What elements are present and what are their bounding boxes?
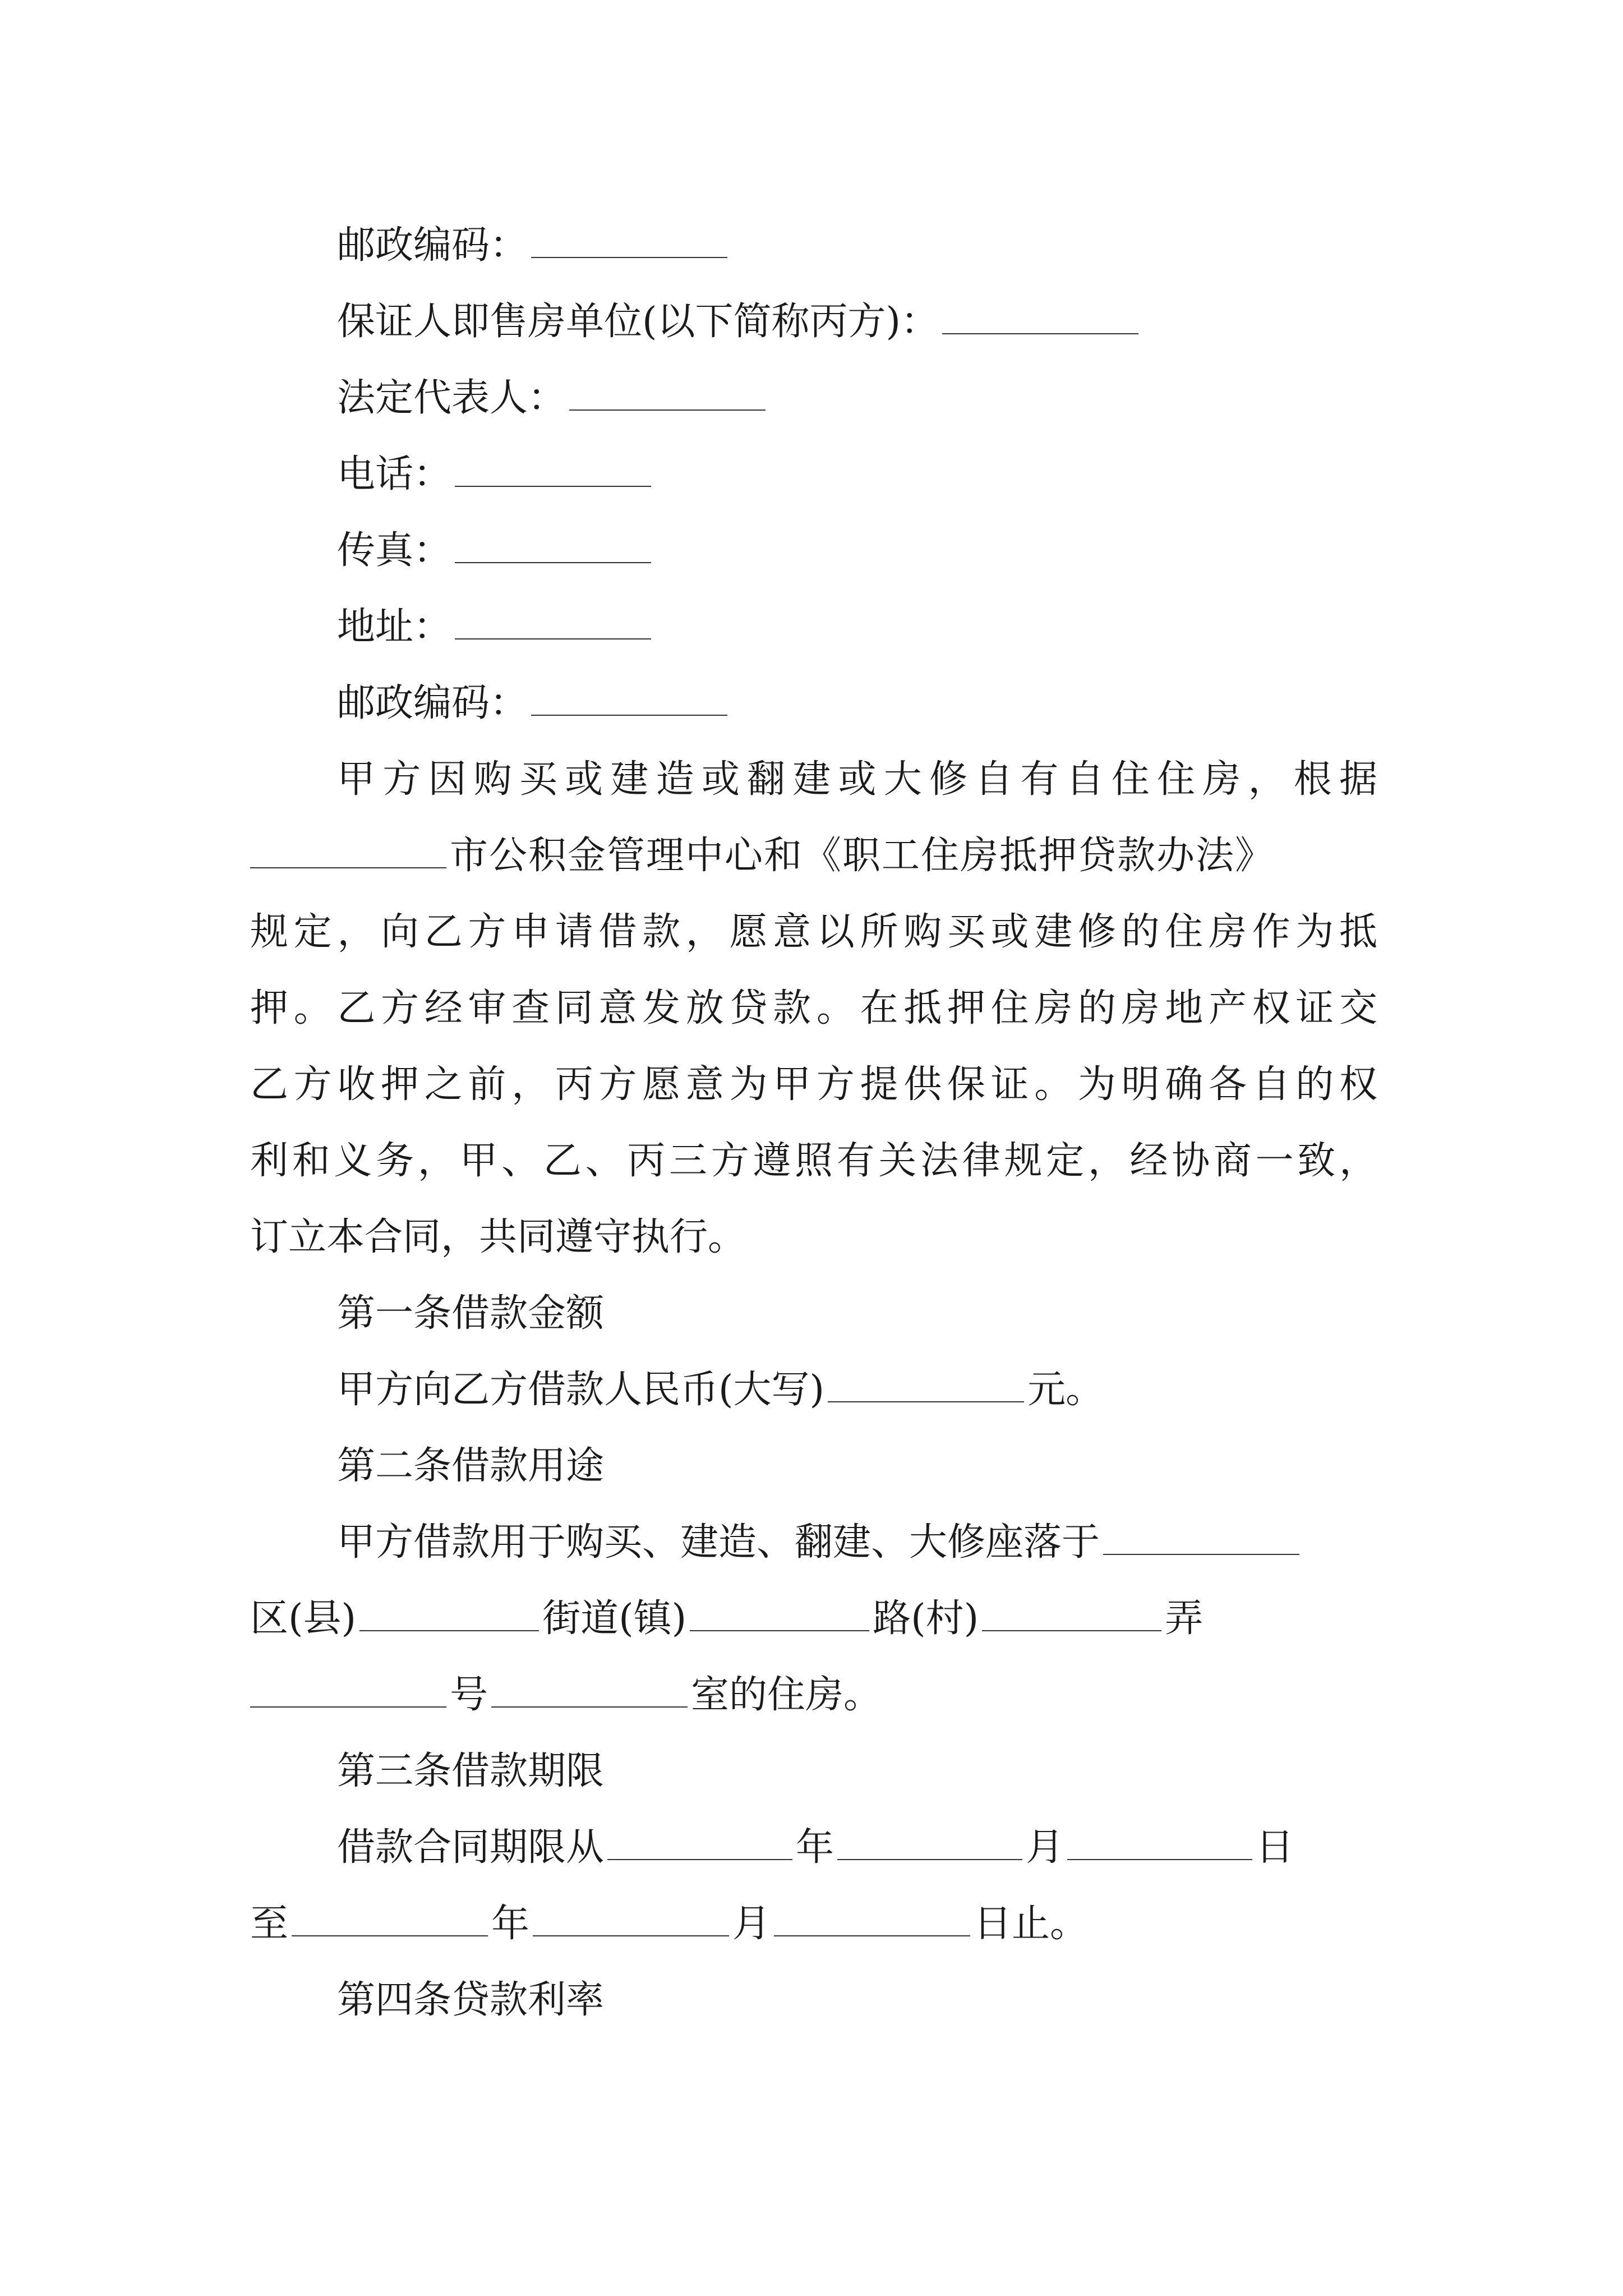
fax-blank[interactable]: [455, 528, 651, 563]
end-year-blank[interactable]: [292, 1902, 488, 1936]
article-1-title-text: 第一条借款金额: [337, 1291, 605, 1336]
intro-line-5: [250, 1047, 1377, 1123]
intro-text-3: 规定，向乙方申请借款，愿意以所购买或建修的住房作为抵: [250, 910, 1377, 954]
intro-line-7: [250, 1199, 1377, 1276]
intro-text-4: 押。乙方经审查同意发放贷款。在抵押住房的房地产权证交: [250, 986, 1377, 1030]
article-1-title: [250, 1276, 1377, 1352]
postcode-line-1: [250, 208, 1377, 284]
article-4-title: [250, 1962, 1377, 2039]
intro-line-4: [250, 970, 1377, 1047]
article-2-street: 街道(镇): [542, 1596, 687, 1641]
intro-line-3: [250, 894, 1377, 970]
article-3-from: 借款合同期限从: [337, 1825, 605, 1870]
guarantor-label: 保证人即售房单位(以下简称丙方)：: [337, 300, 939, 344]
guarantor-line: [250, 284, 1377, 360]
article-2-district: 区(县): [250, 1596, 357, 1641]
intro-text-6: 利和义务，甲、乙、丙三方遵照有关法律规定，经协商一致，: [250, 1139, 1377, 1183]
loan-amount-blank[interactable]: [828, 1368, 1024, 1402]
article-3-line-1: [250, 1810, 1377, 1886]
article-2-text-1: 甲方借款用于购买、建造、翻建、大修座落于: [337, 1520, 1100, 1565]
legal-rep-line: [250, 360, 1377, 436]
intro-text-5: 乙方收押之前，丙方愿意为甲方提供保证。为明确各自的权: [250, 1062, 1377, 1107]
article-2-title-text: 第二条借款用途: [337, 1444, 605, 1488]
end-month-blank[interactable]: [533, 1902, 729, 1936]
article-1-text-before: 甲方向乙方借款人民币(大写): [337, 1368, 825, 1412]
address-label: 地址：: [337, 605, 452, 649]
postcode-line-2: [250, 665, 1377, 742]
phone-label: 电话：: [337, 452, 452, 496]
guarantor-blank[interactable]: [942, 300, 1138, 334]
start-month-blank[interactable]: [837, 1825, 1022, 1860]
article-2-line-3: [250, 1657, 1377, 1733]
postcode-label-2: 邮政编码：: [337, 681, 528, 725]
article-3-year-2: 年: [491, 1902, 530, 1946]
street-blank[interactable]: [690, 1596, 869, 1631]
district-blank-lead[interactable]: [1103, 1520, 1299, 1555]
intro-line-1: [250, 742, 1377, 818]
city-blank[interactable]: [250, 834, 446, 868]
end-day-blank[interactable]: [774, 1902, 970, 1936]
article-3-year-1: 年: [796, 1825, 834, 1870]
intro-text-7: 订立本合同，共同遵守执行。: [250, 1215, 746, 1259]
address-line: [250, 589, 1377, 665]
district-blank[interactable]: [359, 1596, 539, 1631]
postcode-label: 邮政编码：: [337, 223, 528, 268]
article-2-number: 号: [450, 1673, 488, 1717]
phone-line: [250, 436, 1377, 513]
article-2-room: 室的住房。: [691, 1673, 882, 1717]
article-3-to: 至: [250, 1902, 289, 1946]
lane-number-blank[interactable]: [250, 1673, 446, 1708]
article-2-line-1: [250, 1504, 1377, 1581]
postcode-blank[interactable]: [531, 223, 727, 258]
article-4-title-text: 第四条贷款利率: [337, 1978, 605, 2022]
intro-text-1: 甲方因购买或建造或翻建或大修自有自住住房，根据: [337, 757, 1377, 802]
fax-line: [250, 513, 1377, 589]
fax-label: 传真：: [337, 528, 452, 573]
article-3-line-2: [250, 1886, 1377, 1962]
road-blank[interactable]: [982, 1596, 1161, 1631]
legal-rep-blank[interactable]: [569, 376, 766, 411]
article-2-road: 路(村): [873, 1596, 979, 1641]
article-3-day-2: 日止。: [974, 1902, 1089, 1946]
article-3-month-1: 月: [1026, 1825, 1064, 1870]
article-3-month-2: 月: [732, 1902, 771, 1946]
article-2-line-2: [250, 1581, 1377, 1657]
start-day-blank[interactable]: [1067, 1825, 1252, 1860]
intro-text-2: 市公积金管理中心和《职工住房抵押贷款办法》: [450, 834, 1275, 878]
article-1-text-after: 元。: [1027, 1368, 1104, 1412]
room-blank[interactable]: [491, 1673, 688, 1708]
article-3-title-text: 第三条借款期限: [337, 1749, 605, 1793]
article-3-day-1: 日: [1256, 1825, 1294, 1870]
intro-line-6: [250, 1123, 1377, 1199]
intro-line-2: [250, 818, 1377, 894]
legal-rep-label: 法定代表人：: [337, 376, 566, 420]
postcode-blank-2[interactable]: [531, 681, 727, 716]
address-blank[interactable]: [455, 605, 651, 639]
start-year-blank[interactable]: [607, 1825, 792, 1860]
article-2-lane: 弄: [1165, 1596, 1204, 1641]
article-1-line: [250, 1352, 1377, 1428]
article-2-title: [250, 1428, 1377, 1504]
article-3-title: [250, 1733, 1377, 1810]
phone-blank[interactable]: [455, 452, 651, 487]
